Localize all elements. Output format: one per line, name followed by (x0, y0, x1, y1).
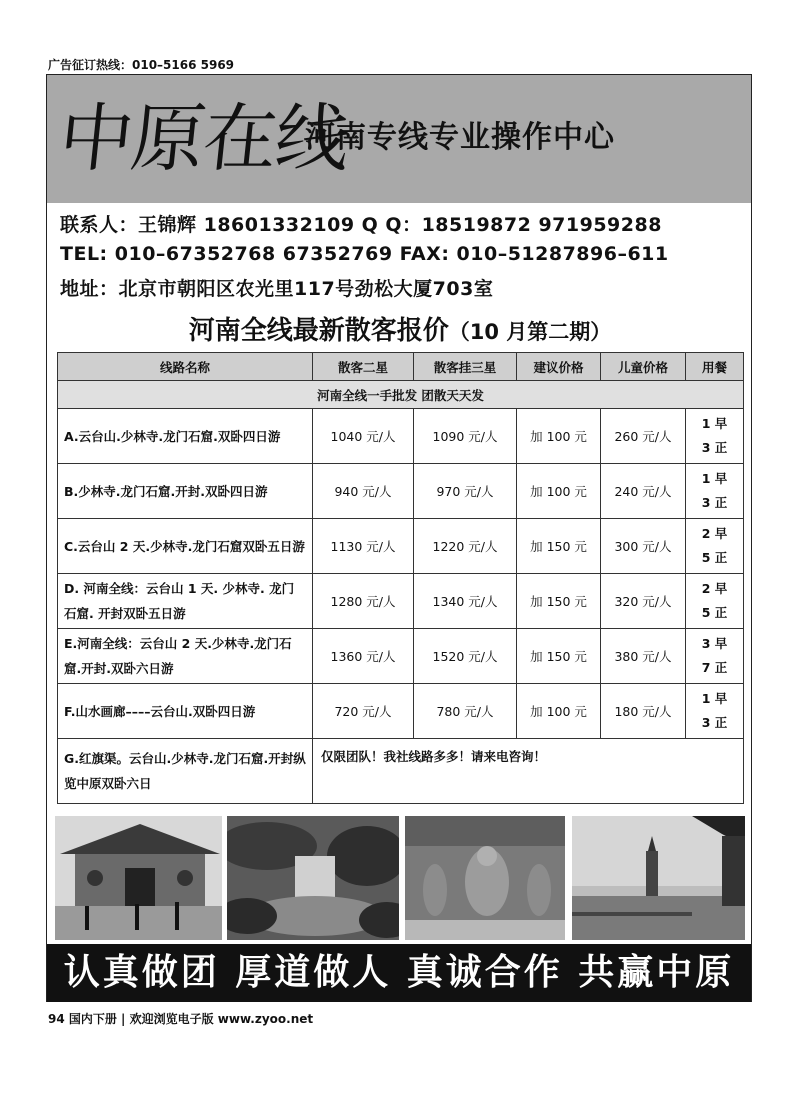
price-suggested: 加 150 元 (517, 629, 601, 684)
meal-main: 3 正 (701, 495, 728, 510)
price-three-star: 1090 元/人 (414, 409, 517, 464)
meal-breakfast: 1 早 (701, 691, 728, 706)
table-row (58, 464, 744, 519)
price-two-star: 1130 元/人 (313, 519, 414, 574)
route-name: F.山水画廊––––云台山.双卧四日游 (58, 684, 313, 739)
col-header-suggested: 建议价格 (517, 353, 601, 381)
col-header-meal: 用餐 (686, 353, 744, 381)
col-header-child: 儿童价格 (601, 353, 686, 381)
price-title-period: （10 月第二期） (448, 320, 612, 344)
price-two-star: 1040 元/人 (313, 409, 414, 464)
address-line: 地址：北京市朝阳区农光里117号劲松大厦703室 (60, 278, 494, 300)
price-suggested: 加 150 元 (517, 574, 601, 629)
meal-info (686, 409, 744, 464)
meal-main: 5 正 (701, 605, 728, 620)
banner-slogan: 河南专线专业操作中心 (305, 120, 615, 155)
meal-breakfast: 1 早 (701, 471, 728, 486)
inquiry-message: 仅限团队！我社线路多多！请来电咨询！ (313, 739, 744, 804)
meal-info (686, 519, 744, 574)
meal-breakfast: 2 早 (701, 526, 728, 541)
table-row (58, 519, 744, 574)
table-header-row (58, 353, 744, 381)
meal-main: 5 正 (701, 550, 728, 565)
meal-main: 3 正 (701, 440, 728, 455)
table-row (58, 684, 744, 739)
price-child: 260 元/人 (601, 409, 686, 464)
route-name: C.云台山 2 天.少林寺.龙门石窟双卧五日游 (58, 519, 313, 574)
col-header-three-star: 散客挂三星 (414, 353, 517, 381)
col-header-route: 线路名称 (58, 353, 313, 381)
price-two-star: 1360 元/人 (313, 629, 414, 684)
price-child: 380 元/人 (601, 629, 686, 684)
notice-text: 河南全线一手批发 团散天天发 (58, 381, 744, 409)
price-child: 300 元/人 (601, 519, 686, 574)
meal-breakfast: 2 早 (701, 581, 728, 596)
price-two-star: 720 元/人 (313, 684, 414, 739)
meal-info (686, 684, 744, 739)
price-child: 180 元/人 (601, 684, 686, 739)
price-title (0, 310, 800, 347)
price-three-star: 1340 元/人 (414, 574, 517, 629)
price-three-star: 780 元/人 (414, 684, 517, 739)
price-suggested: 加 150 元 (517, 519, 601, 574)
ad-hotline: 广告征订热线：010–5166 5969 (48, 58, 235, 72)
table-row (58, 739, 744, 804)
meal-breakfast: 3 早 (701, 636, 728, 651)
table-row (58, 574, 744, 629)
table-row (58, 629, 744, 684)
meal-info (686, 464, 744, 519)
price-two-star: 940 元/人 (313, 464, 414, 519)
route-name: G.红旗渠。云台山.少林寺.龙门石窟.开封纵览中原双卧六日 (58, 739, 313, 804)
price-three-star: 1220 元/人 (414, 519, 517, 574)
meal-info (686, 629, 744, 684)
bottom-slogan: 认真做团 厚道做人 真诚合作 共赢中原 (47, 944, 751, 1002)
meal-info (686, 574, 744, 629)
price-table (57, 352, 744, 804)
route-name: B.少林寺.龙门石窟.开封.双卧四日游 (58, 464, 313, 519)
company-logo: 中原在线 (54, 96, 352, 182)
price-suggested: 加 100 元 (517, 409, 601, 464)
photo-strip (55, 816, 745, 940)
meal-main: 7 正 (701, 660, 728, 675)
price-two-star: 1280 元/人 (313, 574, 414, 629)
price-title-main: 河南全线最新散客报价 (188, 316, 449, 346)
price-child: 240 元/人 (601, 464, 686, 519)
price-three-star: 970 元/人 (414, 464, 517, 519)
price-child: 320 元/人 (601, 574, 686, 629)
temple-photo (55, 816, 222, 940)
waterfall-photo (227, 816, 399, 940)
notice-row (58, 381, 744, 409)
route-name: A.云台山.少林寺.龙门石窟.双卧四日游 (58, 409, 313, 464)
price-suggested: 加 100 元 (517, 684, 601, 739)
contact-line: 联系人：王锦辉 18601332109 Q Q：18519872 971959288 (60, 214, 662, 236)
page-footer: 94 国内下册 | 欢迎浏览电子版 www.zyoo.net (48, 1012, 314, 1026)
col-header-two-star: 散客二星 (313, 353, 414, 381)
meal-main: 3 正 (701, 715, 728, 730)
route-name: D. 河南全线：云台山 1 天. 少林寺. 龙门石窟. 开封双卧五日游 (58, 574, 313, 629)
grottoes-photo (405, 816, 565, 940)
pagoda-photo (572, 816, 745, 940)
price-three-star: 1520 元/人 (414, 629, 517, 684)
price-suggested: 加 100 元 (517, 464, 601, 519)
table-row (58, 409, 744, 464)
phone-fax-line: TEL: 010–67352768 67352769 FAX: 010–51287896–611 (60, 243, 669, 265)
meal-breakfast: 1 早 (701, 416, 728, 431)
route-name: E.河南全线：云台山 2 天.少林寺.龙门石窟.开封.双卧六日游 (58, 629, 313, 684)
